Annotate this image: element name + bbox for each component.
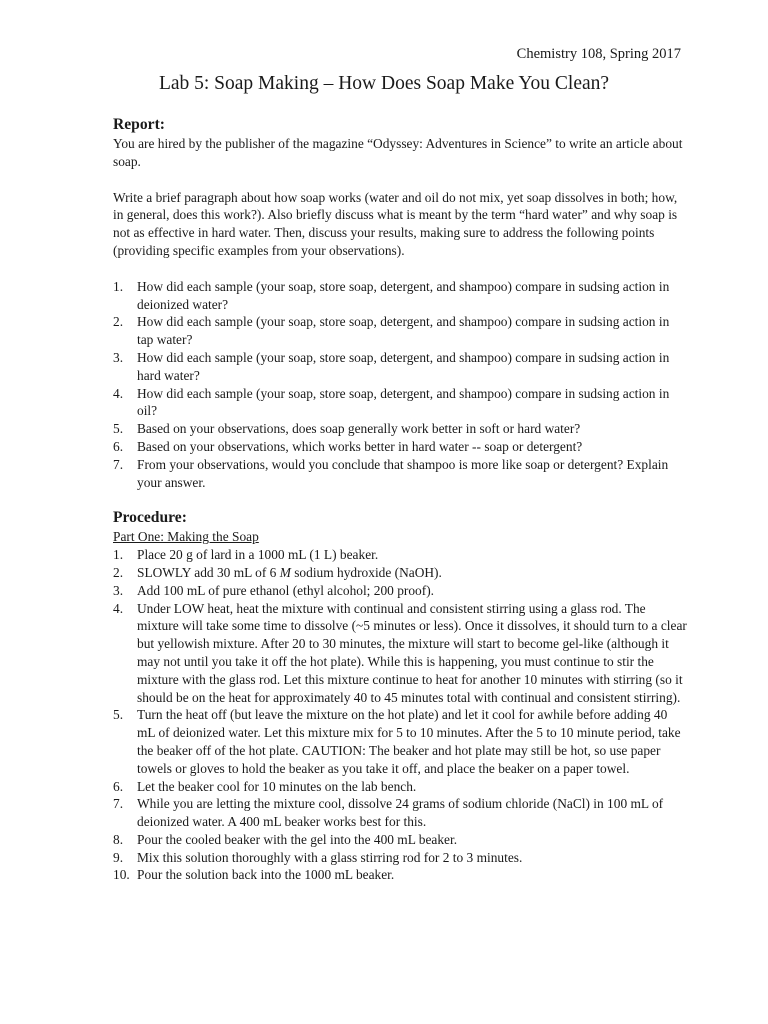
list-item: 6. Based on your observations, which works better in hard water -- soap or detergent? bbox=[113, 438, 583, 454]
list-item: 8. Pour the cooled beaker with the gel into the 400 mL beaker. bbox=[113, 831, 458, 847]
procedure-steps-list bbox=[113, 546, 688, 884]
list-item: 2. How did each sample (your soap, store soap, detergent, and shampoo) compare in sudsing action in tap water? bbox=[113, 314, 670, 348]
list-item: 4. How did each sample (your soap, store soap, detergent, and shampoo) compare in sudsing action in oil? bbox=[113, 385, 670, 419]
lab-title: Lab 5: Soap Making – How Does Soap Make You Clean? bbox=[158, 73, 610, 94]
list-item: 7. While you are letting the mixture cool, dissolve 24 grams of sodium chloride (NaCl) in 100 mL of deionized water. A 400 mL beaker works best for this. bbox=[113, 796, 664, 830]
list-item: 3. How did each sample (your soap, store soap, detergent, and shampoo) compare in sudsing action in hard water? bbox=[113, 349, 670, 383]
list-item: 9. Mix this solution thoroughly with a glass stirring rod for 2 to 3 minutes. bbox=[113, 849, 523, 865]
list-item: 3. Add 100 mL of pure ethanol (ethyl alcohol; 200 proof). bbox=[113, 582, 434, 598]
list-item: 4. Under LOW heat, heat the mixture with continual and consistent stirring using a glass rod. The mixture will take some time to dissolve (~5 minutes or less). Once it dissolves, it should turn to a clear but yellowish mixture. After 20 to 30 minutes, the mixture will start to become gel-like (although it may not until you take it off the hot plate). While this is happening, you must continue to stir the mixture with the glass rod. Let this mixture continue to heat for another 10 minutes with stirring (so it should be on the heat for approximately 40 to 45 minutes total with continual and consistent stirring). bbox=[113, 600, 687, 705]
list-item: 1. Place 20 g of lard in a 1000 mL (1 L) beaker. bbox=[113, 547, 379, 563]
course-header: Chemistry 108, Spring 2017 bbox=[516, 46, 681, 62]
report-questions-list bbox=[113, 278, 688, 492]
list-item: 7. From your observations, would you conclude that shampoo is more like soap or detergent? Explain your answer. bbox=[113, 456, 669, 490]
part-one-title: Part One: Making the Soap bbox=[113, 529, 259, 545]
list-item: 1. How did each sample (your soap, store soap, detergent, and shampoo) compare in sudsing action in deionized water? bbox=[113, 278, 670, 312]
document-body bbox=[113, 115, 688, 884]
list-item: 10. Pour the solution back into the 1000 mL beaker. bbox=[113, 867, 395, 883]
list-item: 5. Turn the heat off (but leave the mixture on the hot plate) and let it cool for awhile before adding 40 mL of deionized water. Let this mixture mix for 5 to 10 minutes. After the 5 to 10 minute period, take the beaker off of the hot plate. CAUTION: The beaker and hot plate may still be hot, so use paper towels or gloves to hold the beaker as you take it off, and place the beaker on a paper towel. bbox=[113, 707, 681, 776]
list-item: 5. Based on your observations, does soap generally work better in soft or hard water? bbox=[113, 421, 581, 437]
report-intro: You are hired by the publisher of the magazine “Odyssey: Adventures in Science” to write an article about soap. bbox=[113, 136, 683, 169]
procedure-heading: Procedure: bbox=[113, 509, 187, 527]
report-instructions: Write a brief paragraph about how soap works (water and oil do not mix, yet soap dissolves in both; how, in general, does this work?). Also briefly discuss what is meant by the term “hard water” and why soap is not as effective in hard water. Then, discuss your results, making sure to address the following points (providing specific examples from your observations). bbox=[113, 189, 678, 258]
list-item: 6. Let the beaker cool for 10 minutes on the lab bench. bbox=[113, 778, 417, 794]
report-heading: Report: bbox=[113, 116, 165, 133]
list-item: 2. SLOWLY add 30 mL of 6 M sodium hydroxide (NaOH). bbox=[113, 564, 442, 580]
